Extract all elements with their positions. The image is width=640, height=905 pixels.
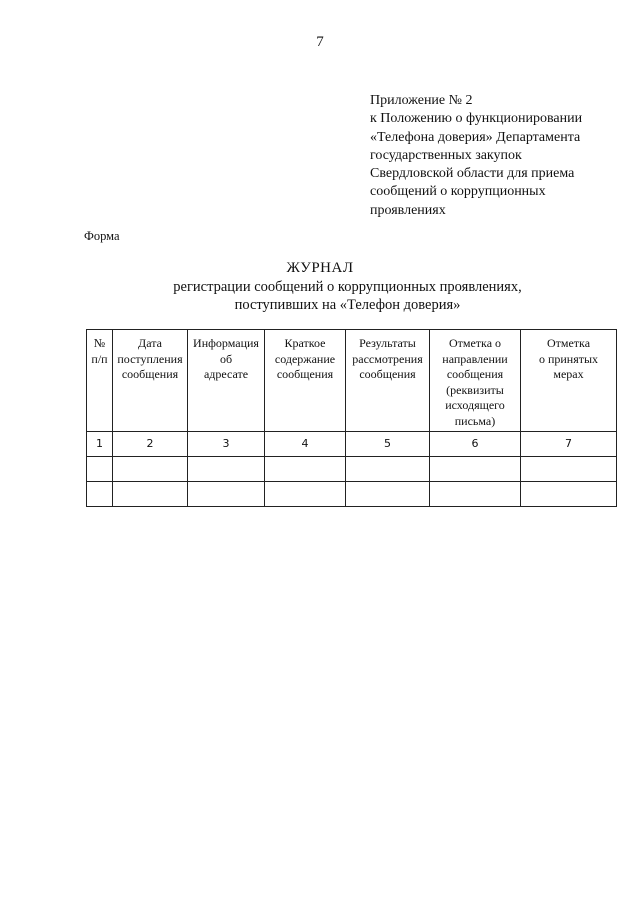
- journal-title: ЖУРНАЛ: [286, 260, 354, 276]
- table-cell: [113, 482, 188, 507]
- appendix-line: «Телефона доверия» Департамента: [370, 129, 581, 145]
- table-header-line: (реквизиты: [446, 382, 504, 397]
- table-header-line: Отметка о: [448, 336, 502, 350]
- appendix-line: Свердловской области для приема: [370, 166, 575, 182]
- table-header-line: направлении: [442, 351, 508, 366]
- table-header-line: письма): [454, 413, 496, 428]
- table-cell: [265, 457, 346, 482]
- journal-subtitle-line: поступивших на «Телефон доверия»: [234, 297, 461, 313]
- table-column-number: 3: [188, 432, 265, 457]
- page-number: 7: [316, 34, 324, 50]
- table-cell: [346, 457, 430, 482]
- table-header-cell: [188, 330, 265, 432]
- table-cell: [113, 457, 188, 482]
- table-header-line: сообщения: [121, 367, 179, 381]
- table-header-cell: [521, 330, 617, 432]
- table-header-line: Результаты: [359, 336, 416, 350]
- table-header-line: рассмотрения: [352, 351, 423, 366]
- table-cell: [430, 482, 521, 507]
- table-header-line: Краткое: [284, 336, 326, 350]
- table-header-line: сообщения: [446, 367, 504, 381]
- table-row: [87, 482, 617, 507]
- table-header-cell: [265, 330, 346, 432]
- table-cell: [346, 482, 430, 507]
- table-cell: [265, 482, 346, 507]
- table-header-line: мерах: [553, 367, 584, 381]
- table-header-line: об: [219, 351, 233, 366]
- table-header-line: №: [93, 336, 106, 350]
- table-blank-rows: [87, 457, 617, 507]
- table-header-cell: [87, 330, 113, 432]
- table-column-number: 1: [87, 432, 113, 457]
- table-cell: [521, 457, 617, 482]
- appendix-line: сообщений о коррупционных: [370, 184, 546, 200]
- table-column-number: 4: [265, 432, 346, 457]
- table-header-cell: [430, 330, 521, 432]
- form-label: Форма: [84, 229, 120, 243]
- appendix-block: [370, 92, 632, 220]
- table-cell: [87, 482, 113, 507]
- table-header-cell: [113, 330, 188, 432]
- journal-subtitle-line: регистрации сообщений о коррупционных проявлениях,: [173, 279, 522, 295]
- journal-subtitle: [0, 278, 640, 314]
- appendix-line: проявлениях: [370, 202, 446, 218]
- table-header-line: Отметка: [546, 336, 591, 350]
- appendix-line: Приложение № 2: [370, 93, 473, 108]
- appendix-line: государственных закупок: [370, 147, 522, 163]
- table-column-number: 6: [430, 432, 521, 457]
- table-row: [87, 457, 617, 482]
- appendix-line: к Положению о функционировании: [370, 111, 583, 127]
- table-header-cell: [346, 330, 430, 432]
- table-header-line: Дата: [138, 336, 162, 350]
- table-column-number: 7: [521, 432, 617, 457]
- journal-table: [86, 329, 617, 507]
- table-header-line: исходящего: [445, 398, 505, 412]
- table-column-number-row: [87, 432, 617, 457]
- table-header-line: адресате: [203, 367, 249, 381]
- table-cell: [188, 457, 265, 482]
- table-header-line: о принятых: [538, 351, 599, 366]
- table-header-row: [87, 330, 617, 432]
- table-header-line: Информация: [193, 336, 259, 350]
- table-column-number: 2: [113, 432, 188, 457]
- table-header-line: сообщения: [359, 367, 416, 381]
- table-header-line: содержание: [274, 351, 336, 366]
- table-cell: [521, 482, 617, 507]
- table-cell: [430, 457, 521, 482]
- table-header-line: поступления: [117, 351, 183, 366]
- table-header-line: сообщения: [276, 367, 334, 381]
- table-cell: [87, 457, 113, 482]
- table-header-line: п/п: [91, 351, 108, 366]
- table-cell: [188, 482, 265, 507]
- table-column-number: 5: [346, 432, 430, 457]
